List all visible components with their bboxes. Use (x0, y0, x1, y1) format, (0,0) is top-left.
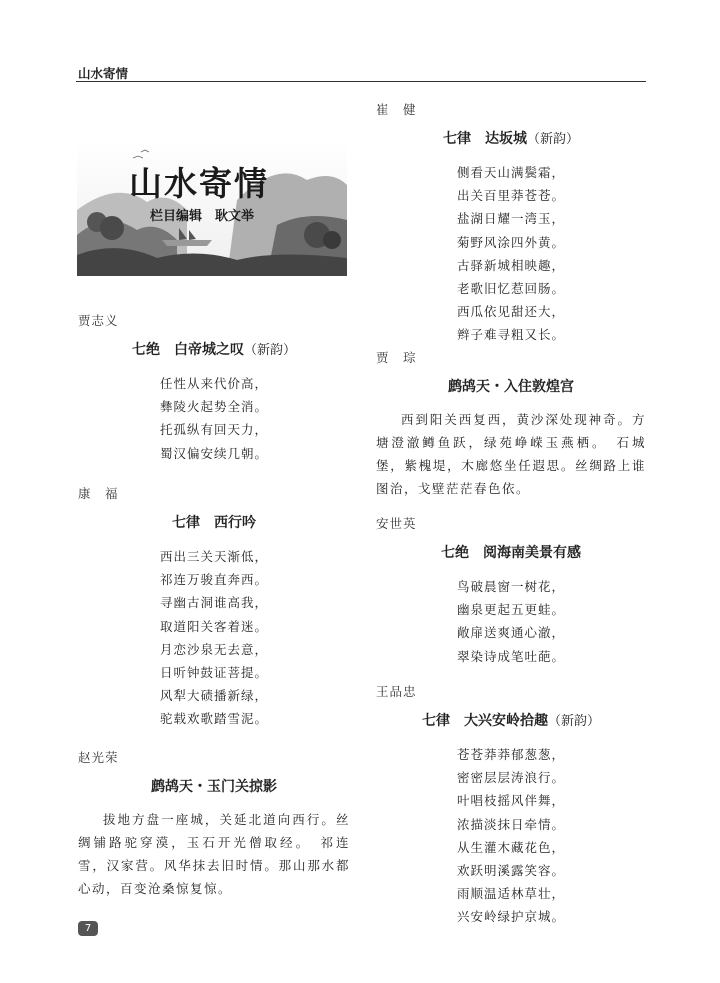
header-divider (76, 81, 646, 82)
poem-title (78, 776, 350, 796)
poem-title-text: 七律 达坂城 (442, 131, 527, 147)
poem-title-text: 七绝 阅海南美景有感 (441, 545, 581, 561)
poem-line: 西出三关天渐低， (159, 549, 268, 564)
banner-editor-name: 耿文举 (215, 209, 255, 224)
poem-title (78, 512, 350, 532)
poem-lines (376, 161, 646, 347)
poem-lines (376, 743, 646, 929)
poem-title-text: 七律 西行吟 (172, 515, 256, 531)
poem-line: 月恋沙泉无去意， (159, 641, 268, 657)
poem-yu-men-guan (78, 748, 350, 900)
poem-line: 菊野风涂四外黄。 (456, 234, 565, 250)
poem-line: 叶唱枝摇风伴舞， (456, 793, 565, 809)
poem-author: 贾志义 (78, 313, 119, 328)
poem-author: 崔 健 (376, 102, 417, 117)
poem-prose: 西到阳关西复西，黄沙深处现神奇。方塘澄澈鳟鱼跃，绿苑峥嵘玉燕栖。 石城堡，紫槐堤，木廊悠坐任遐思。丝绸路上谁图治，戈壁茫茫春色依。 (376, 412, 646, 496)
poem-line: 侧看天山满鬓霜， (456, 165, 565, 180)
poem-author: 贾 琮 (376, 350, 417, 365)
poem-line: 苍苍莽莽郁葱葱， (456, 747, 565, 762)
page-number-badge: 7 (78, 921, 98, 936)
poem-author: 王品忠 (376, 684, 417, 699)
poem-title-text: 鹧鸪天・玉门关掠影 (151, 779, 277, 795)
poem-title (376, 542, 646, 562)
poem-line: 鸟破晨窗一树花， (456, 579, 565, 594)
poem-title (78, 339, 350, 359)
poem-line: 密密层层涛浪行。 (456, 770, 565, 786)
poem-line: 翠染诗成笔吐葩。 (456, 648, 565, 664)
poem-line: 辫子难寻粗又长。 (456, 327, 565, 343)
poem-da-xing-an-ling (376, 682, 646, 929)
poem-line: 蜀汉偏安续几朝。 (159, 445, 268, 461)
poem-line: 托孤纵有回天力， (159, 422, 268, 438)
poem-da-ban-cheng (376, 100, 646, 347)
section-banner (77, 140, 347, 276)
poem-lines (78, 545, 350, 731)
poem-title-text: 鹧鸪天・入住敦煌宫 (448, 379, 574, 395)
banner-editor-label: 栏目编辑 (150, 209, 203, 224)
poem-line: 欢跃明溪露笑容。 (456, 863, 565, 879)
poem-line: 雨顺温适林草壮， (456, 886, 565, 902)
poem-line: 驼载欢歌踏雪泥。 (159, 711, 268, 727)
poem-dun-huang-gong (376, 348, 646, 500)
poem-line: 风犁大碛播新绿， (159, 688, 268, 704)
poem-line: 兴安岭绿护京城。 (456, 909, 565, 925)
poem-line: 浓描淡抹日牵情。 (456, 816, 565, 832)
poem-title-note: （新韵） (243, 343, 296, 358)
poem-line: 寻幽古洞谁高我， (159, 595, 268, 611)
poem-line: 老歌旧忆惹回肠。 (456, 281, 565, 297)
poem-hai-nan (376, 514, 646, 668)
poem-xi-xing-yin (78, 484, 350, 731)
poem-line: 盐湖日耀一湾玉， (456, 211, 565, 227)
poem-line: 取道阳关客着迷。 (159, 618, 268, 634)
poem-title (376, 710, 646, 730)
poem-author: 赵光荣 (78, 750, 119, 765)
poem-title-text: 七律 大兴安岭拾趣 (421, 713, 548, 729)
banner-title: 山水寄情 (129, 164, 269, 203)
poem-title-note: （新韵） (547, 714, 600, 729)
poem-line: 任性从来代价高， (159, 376, 268, 391)
poem-title (376, 128, 646, 148)
poem-line: 日听钟鼓证菩提。 (159, 665, 268, 681)
poem-line: 祁连万骏直奔西。 (159, 572, 268, 588)
poem-line: 出关百里莽苍苍。 (456, 188, 565, 204)
poem-line: 彝陵火起势全消。 (159, 399, 268, 415)
poem-author: 康 福 (78, 486, 119, 501)
poem-line: 古驿新城相映趣， (456, 257, 565, 273)
poem-bai-di-cheng (78, 311, 350, 465)
banner-editor (150, 205, 254, 224)
poem-line: 敞扉送爽通心澈， (456, 625, 565, 641)
poem-title-text: 七绝 白帝城之叹 (131, 342, 244, 358)
poem-author: 安世英 (376, 516, 417, 531)
section-header-title: 山水寄情 (78, 66, 129, 81)
poem-line: 西瓜依见甜还大， (456, 304, 565, 320)
poem-prose: 拔地方盘一座城，关延北道向西行。丝绸铺路驼穿漠，玉石开光僧取经。 祁连雪，汉家营。风华抹去旧时情。那山那水都心动，百变沧桑惊复惊。 (78, 812, 350, 896)
poem-title-note: （新韵） (526, 132, 579, 147)
poem-title (376, 376, 646, 396)
poem-line: 幽泉更起五更蛙。 (456, 602, 565, 618)
poem-line: 从生灌木藏花色， (456, 839, 565, 855)
poem-lines (376, 575, 646, 668)
poem-lines (78, 372, 350, 465)
